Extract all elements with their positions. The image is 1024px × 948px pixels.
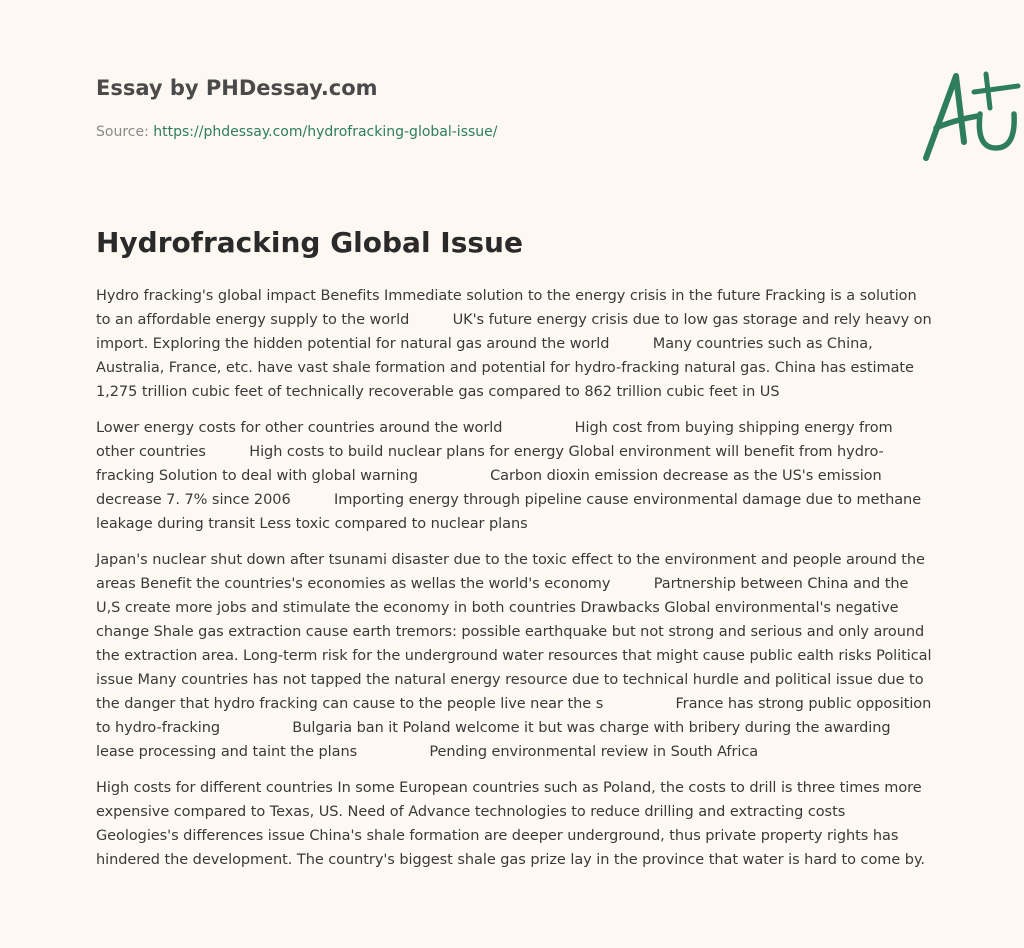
source-link[interactable]: https://phdessay.com/hydrofracking-global-issue/ xyxy=(153,124,498,140)
source-label: Source: xyxy=(96,124,154,140)
a-plus-logo-icon xyxy=(920,68,1024,164)
source-line xyxy=(96,124,498,140)
paragraph-4: High costs for different countries In some European countries such as Poland, the costs to drill is three times more expensive compared to Texas, US. Need of Advance technologies to reduce drilling and extracting costs Geologies's differences issue China's shale formation are deeper underground, thus private property rights has hindered the development. The country's biggest shale gas prize lay in the province that water is hard to come by. xyxy=(96,780,925,868)
paragraph-3: Japan's nuclear shut down after tsunami disaster due to the toxic effect to the environment and people around the areas Benefit the countries's economies as wellas the world's economy Partnership between China and the U,S create more jobs and stimulate the economy in both countries Drawbacks Global environmental's negative change Shale gas extraction cause earth tremors: possible earthquake but not strong and serious and only around the extraction area. Long-term risk for the underground water resources that might cause public ealth risks Political issue Many countries has not tapped the natural energy resource due to technical hurdle and political issue due to the danger that hydro fracking can cause to the people live near the s France has strong public opposition to hydro-fracking Bulgaria ban it Poland welcome it but was charge with bribery during the awarding lease processing and taint the plans Pending environmental review in South Africa xyxy=(96,552,932,760)
essay-body xyxy=(96,284,932,884)
paragraph-2: Lower energy costs for other countries around the world High cost from buying shipping energy from other countries High costs to build nuclear plans for energy Global environment will benefit from hydro-fracking Solution to deal with global warning Carbon dioxin emission decrease as the US's emission decrease 7. 7% since 2006 Importing energy through pipeline cause environmental damage due to methane leakage during transit Less toxic compared to nuclear plans xyxy=(96,420,922,532)
site-brand: Essay by PHDessay.com xyxy=(96,76,378,100)
paragraph-1: Hydro fracking's global impact Benefits Immediate solution to the energy crisis in the future Fracking is a solution to an affordable energy supply to the world UK's future energy crisis due to low gas storage and rely heavy on import. Exploring the hidden potential for natural gas around the world Many countries such as China, Australia, France, etc. have vast shale formation and potential for hydro-fracking natural gas. China has estimate 1,275 trillion cubic feet of technically recoverable gas compared to 862 trillion cubic feet in US xyxy=(96,288,932,400)
essay-title: Hydrofracking Global Issue xyxy=(96,226,523,259)
